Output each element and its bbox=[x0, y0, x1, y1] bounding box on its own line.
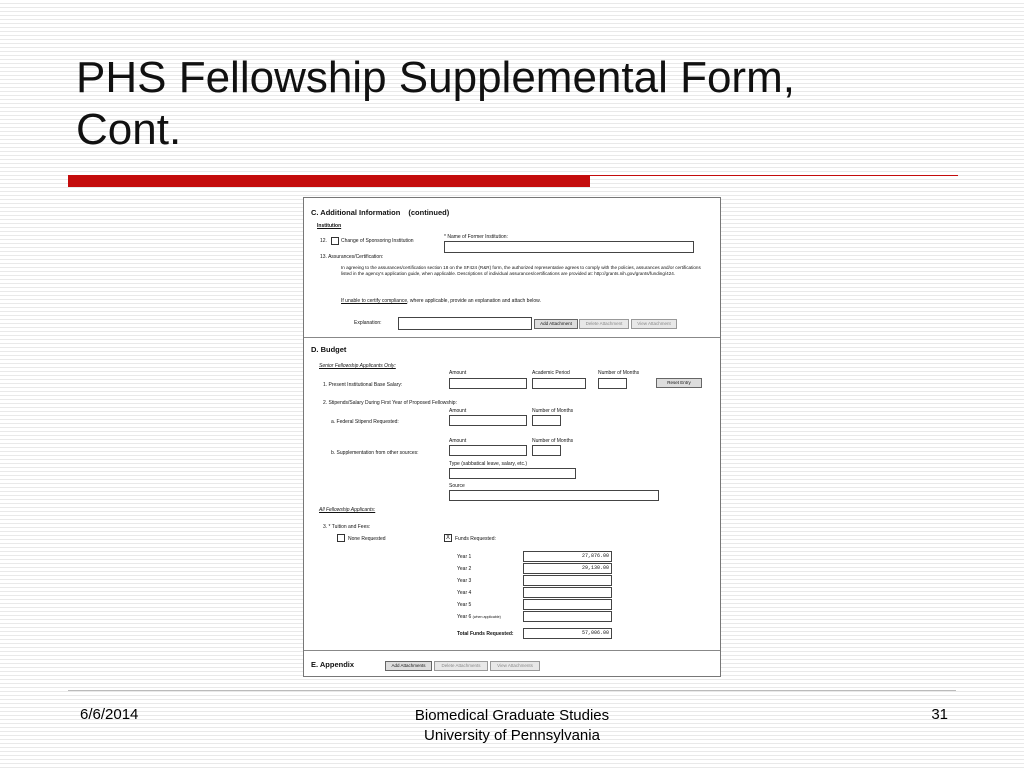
title-accent-bar bbox=[68, 175, 590, 187]
supplementation-amount-input[interactable] bbox=[449, 445, 527, 456]
section-divider-e bbox=[304, 650, 720, 651]
explanation-label: Explanation: bbox=[354, 320, 382, 326]
base-salary-months-input[interactable] bbox=[598, 378, 627, 389]
year-3-label: Year 3 bbox=[457, 578, 472, 584]
slide-title-line1: PHS Fellowship Supplemental Form, bbox=[76, 53, 795, 102]
total-funds-label: Total Funds Requested: bbox=[457, 631, 514, 637]
year-3-input[interactable] bbox=[523, 575, 612, 586]
year-6-label-text: Year 6 bbox=[457, 614, 472, 620]
slide-title bbox=[76, 52, 976, 156]
section-c-heading bbox=[311, 208, 449, 217]
all-applicants-label: All Fellowship Applicants: bbox=[319, 507, 376, 513]
year-2-value: 29,130.00 bbox=[581, 565, 609, 571]
year-1-label: Year 1 bbox=[457, 554, 472, 560]
base-salary-amount-input[interactable] bbox=[449, 378, 527, 389]
footer-org-line1: Biomedical Graduate Studies bbox=[414, 707, 610, 724]
footer-date: 6/6/2014 bbox=[80, 706, 139, 723]
amount-column-label: Amount bbox=[449, 370, 467, 376]
footer-divider bbox=[68, 690, 956, 691]
assurance-text: In agreeing to the assurances/certification section 18 on the SF424 (R&R) form, the authorized representative agrees to comply with the policies, assurances and/or certifications listed in the agency's application guide, when applicable. Descriptions of individual assurances/certifications are provided at: http://grants.nih.gov/grants/funding/424. bbox=[341, 265, 701, 276]
section-divider bbox=[304, 337, 720, 338]
slide-title-line2: Cont. bbox=[76, 105, 182, 154]
year-1-value: 27,876.00 bbox=[581, 553, 609, 559]
title-accent-line bbox=[590, 175, 958, 176]
explanation-input[interactable] bbox=[398, 317, 532, 330]
year-5-input[interactable] bbox=[523, 599, 612, 610]
item2a-label: a. Federal Stipend Requested: bbox=[331, 419, 399, 425]
unable-certify-text bbox=[341, 298, 541, 304]
section-d-heading: D. Budget bbox=[311, 345, 347, 354]
section-e-heading: E. Appendix bbox=[311, 660, 355, 669]
slide-number: 31 bbox=[931, 706, 948, 723]
year-6-label bbox=[457, 614, 501, 620]
footer-organization bbox=[362, 706, 662, 746]
year-6-input[interactable] bbox=[523, 611, 612, 622]
add-attachments-button[interactable]: Add Attachments bbox=[385, 661, 432, 671]
type-label: Type (sabbatical leave, salary, etc.) bbox=[449, 461, 527, 467]
unable-certify-rest: , where applicable, provide an explanation and attach below. bbox=[407, 298, 541, 304]
year-6-note: (when applicable) bbox=[472, 615, 501, 619]
former-institution-label: * Name of Former Institution: bbox=[444, 234, 508, 240]
item13-label: 13. Assurances/Certification: bbox=[320, 254, 384, 260]
none-requested-label: None Requested bbox=[348, 536, 386, 542]
add-attachment-button[interactable]: Add Attachment bbox=[534, 319, 578, 329]
academic-period-column-label: Academic Period bbox=[532, 370, 570, 376]
delete-attachments-button[interactable]: Delete Attachments bbox=[434, 661, 488, 671]
item2b-label: b. Supplementation from other sources: bbox=[331, 450, 419, 456]
source-input[interactable] bbox=[449, 490, 659, 501]
footer-org-line2: University of Pennsylvania bbox=[424, 727, 600, 744]
item2a-months-label: Number of Months bbox=[532, 408, 574, 414]
year-2-label: Year 2 bbox=[457, 566, 472, 572]
former-institution-input[interactable] bbox=[444, 241, 694, 253]
federal-stipend-months-input[interactable] bbox=[532, 415, 561, 426]
year-4-input[interactable] bbox=[523, 587, 612, 598]
delete-attachment-button[interactable]: Delete Attachment bbox=[579, 319, 629, 329]
supplementation-months-input[interactable] bbox=[532, 445, 561, 456]
view-attachments-button[interactable]: View Attachments bbox=[490, 661, 540, 671]
type-input[interactable] bbox=[449, 468, 576, 479]
total-funds-value: 57,006.00 bbox=[581, 630, 609, 636]
funds-requested-checkbox[interactable]: X bbox=[445, 535, 450, 541]
federal-stipend-amount-input[interactable] bbox=[449, 415, 527, 426]
item3-label: 3. * Tuition and Fees: bbox=[323, 524, 371, 530]
source-label: Source bbox=[449, 483, 465, 489]
item12-number: 12. bbox=[320, 238, 327, 244]
item2b-amount-label: Amount bbox=[449, 438, 467, 444]
section-c-title: C. Additional Information bbox=[311, 208, 401, 217]
reset-entry-button[interactable]: Reset Entry bbox=[656, 378, 702, 388]
section-c-suffix: (continued) bbox=[408, 208, 450, 217]
academic-period-input[interactable] bbox=[532, 378, 586, 389]
view-attachment-button[interactable]: View Attachment bbox=[631, 319, 677, 329]
form-image bbox=[303, 197, 721, 677]
none-requested-checkbox[interactable] bbox=[337, 534, 345, 542]
year-4-label: Year 4 bbox=[457, 590, 472, 596]
senior-applicants-label: Senior Fellowship Applicants Only: bbox=[319, 363, 396, 369]
institution-label: Institution bbox=[317, 223, 342, 229]
item2a-amount-label: Amount bbox=[449, 408, 467, 414]
change-institution-checkbox[interactable] bbox=[331, 237, 339, 245]
item12-label: Change of Sponsoring Institution bbox=[341, 238, 414, 244]
item1-label: 1. Present Institutional Base Salary: bbox=[323, 382, 403, 388]
item2b-months-label: Number of Months bbox=[532, 438, 574, 444]
number-months-column-label: Number of Months bbox=[598, 370, 640, 376]
year-5-label: Year 5 bbox=[457, 602, 472, 608]
unable-certify-underlined: If unable to certify compliance bbox=[341, 298, 408, 304]
funds-requested-label: Funds Requested: bbox=[455, 536, 496, 542]
item2-label: 2. Stipends/Salary During First Year of Proposed Fellowship: bbox=[323, 400, 457, 406]
